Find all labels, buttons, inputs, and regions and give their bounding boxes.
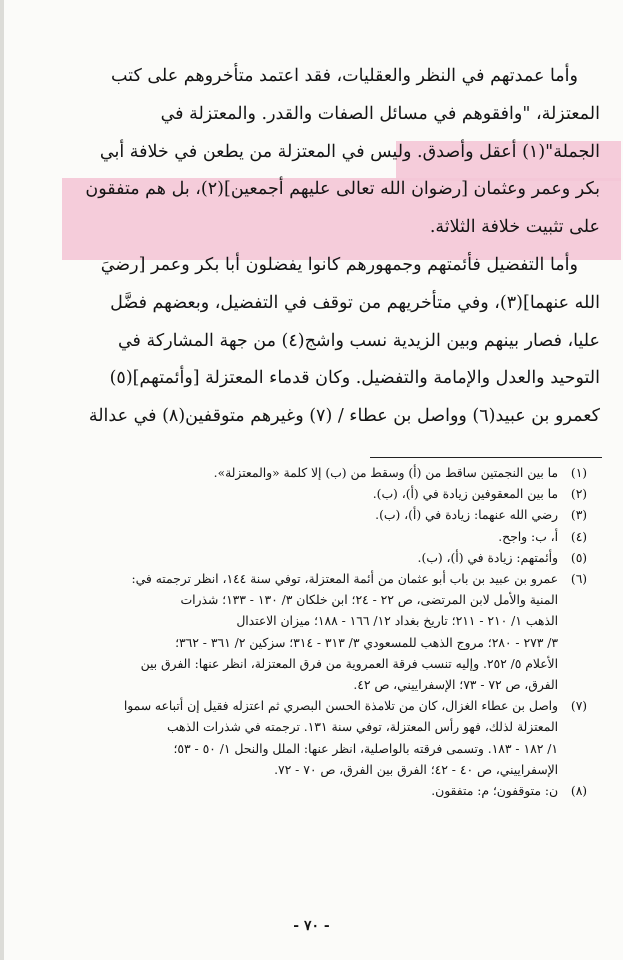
footnote-number: (٨): [570, 784, 588, 799]
footnote-number: (١): [570, 466, 588, 480]
footnote-text: ما بين النجمتين ساقط من (أ) وسقط من (ب) إلا كلمة «والمعتزلة».: [213, 466, 558, 480]
footnote-text: الإسفراييني، ص ٤٠ - ٤٢؛ الفرق بين الفرق، ص ٧٠ - ٧٢.: [274, 762, 558, 777]
footnote-text: أ، ب: واجح.: [498, 529, 558, 544]
text-line: التوحيد والعدل والإمامة والتفضيل. وكان قدماء المعتزلة [وأئمتهم](٥): [109, 368, 600, 389]
footnote: [40, 527, 600, 548]
text-line: الله عنهما](٣)، وفي متأخريهم من توقف في التفضيل، وبعضهم فضَّل: [110, 292, 600, 313]
footnote-number: (٤): [570, 529, 588, 544]
footnote-text: واصل بن عطاء الغزال، كان من تلامذة الحسن البصري ثم اعتزله فقيل إن أتباعه سموا: [123, 699, 558, 714]
text-line: المعتزلة، "وافقوهم في مسائل الصفات والقدر. والمعتزلة في: [160, 103, 600, 124]
footnote-text: الفرق، ص ٧٢ - ٧٣؛ الإسفراييني، ص ٤٢.: [353, 678, 558, 693]
footnote-text: ن: متوقفون؛ م: متفقون.: [431, 784, 558, 799]
footnote-text: المعتزلة لذلك، فهو رأس المعتزلة، توفي سنة ١٣١. ترجمته في شذرات الذهب: [166, 720, 558, 735]
text-line: بكر وعمر وعثمان [رضوان الله تعالى عليهم أجمعين](٢)، بل هم متفقون: [85, 179, 600, 200]
text-line: وأما عمدتهم في النظر والعقليات، فقد اعتمد متأخروهم على كتب: [110, 66, 578, 86]
footnote-text: الذهب ١/ ٢١٠ - ٢١١؛ تاريخ بغداد ١٢/ ١٦٦ - ١٨٨؛ ميزان الاعتدال: [236, 614, 558, 629]
text-line: عليا، فصار بينهم وبين الزيدية نسب واشج(٤) من جهة المشاركة في: [117, 330, 600, 351]
text-line: الجملة"(١) أعقل وأصدق. وليس في المعتزلة من يطعن في خلافة أبي: [99, 141, 600, 162]
footnote-number: (٥): [570, 550, 588, 565]
footnote-text: الأعلام ٥/ ٢٥٢. وإليه تنسب فرقة العمروية من فرق المعتزلة، انظر عنها: الفرق بين: [140, 656, 558, 671]
text-line: كعمرو بن عبيد(٦) وواصل بن عطاء / (٧) وغيرهم متوقفين(٨) في عدالة: [88, 406, 600, 427]
footnote-text: ٣/ ٢٧٣ - ٢٨٠؛ مروج الذهب للمسعودي ٣/ ٣١٣ - ٣١٤؛ سزكين ٢/ ٣٦١ - ٣٦٢؛: [175, 635, 558, 650]
page-edge: [0, 0, 4, 960]
footnote: [40, 781, 600, 802]
footnote: [40, 696, 600, 781]
footnote: [40, 569, 600, 696]
footnotes: [40, 463, 600, 802]
main-text: [40, 58, 600, 436]
footnote: [40, 484, 600, 505]
text-line: وأما التفضيل فأئمتهم وجمهورهم كانوا يفضلون أبا بكر وعمر [رضيَ: [100, 254, 578, 275]
footnote-number: (٢): [570, 487, 588, 502]
footnote-text: رضي الله عنهما: زيادة في (أ)، (ب).: [375, 508, 558, 523]
footnote-separator: [370, 457, 602, 458]
footnote: [40, 548, 600, 569]
footnote-number: (٣): [570, 508, 588, 523]
footnote-text: ١/ ١٨٢ - ١٨٣. وتسمى فرقته بالواصلية، انظر عنها: الملل والنحل ١/ ٥٠ - ٥٣؛: [173, 741, 558, 756]
footnote-text: المنية والأمل لابن المرتضى، ص ٢٢ - ٢٤؛ ابن خلكان ٣/ ١٣٠ - ١٣٣؛ شذرات: [180, 593, 558, 608]
footnote-number: (٧): [570, 699, 588, 714]
footnote: [40, 505, 600, 526]
footnote-text: وأئمتهم: زيادة في (أ)، (ب).: [417, 550, 558, 565]
footnote-number: (٦): [570, 572, 588, 587]
page-number: - ٧٠ -: [293, 918, 330, 934]
text-line: على تثبيت خلافة الثلاثة.: [429, 217, 600, 238]
footnote-text: ما بين المعقوفين زيادة في (أ)، (ب).: [372, 487, 558, 502]
footnote-text: عمرو بن عبيد بن باب أبو عثمان من أئمة المعتزلة، توفي سنة ١٤٤، انظر ترجمته في:: [131, 572, 558, 587]
footnote: [40, 463, 600, 484]
